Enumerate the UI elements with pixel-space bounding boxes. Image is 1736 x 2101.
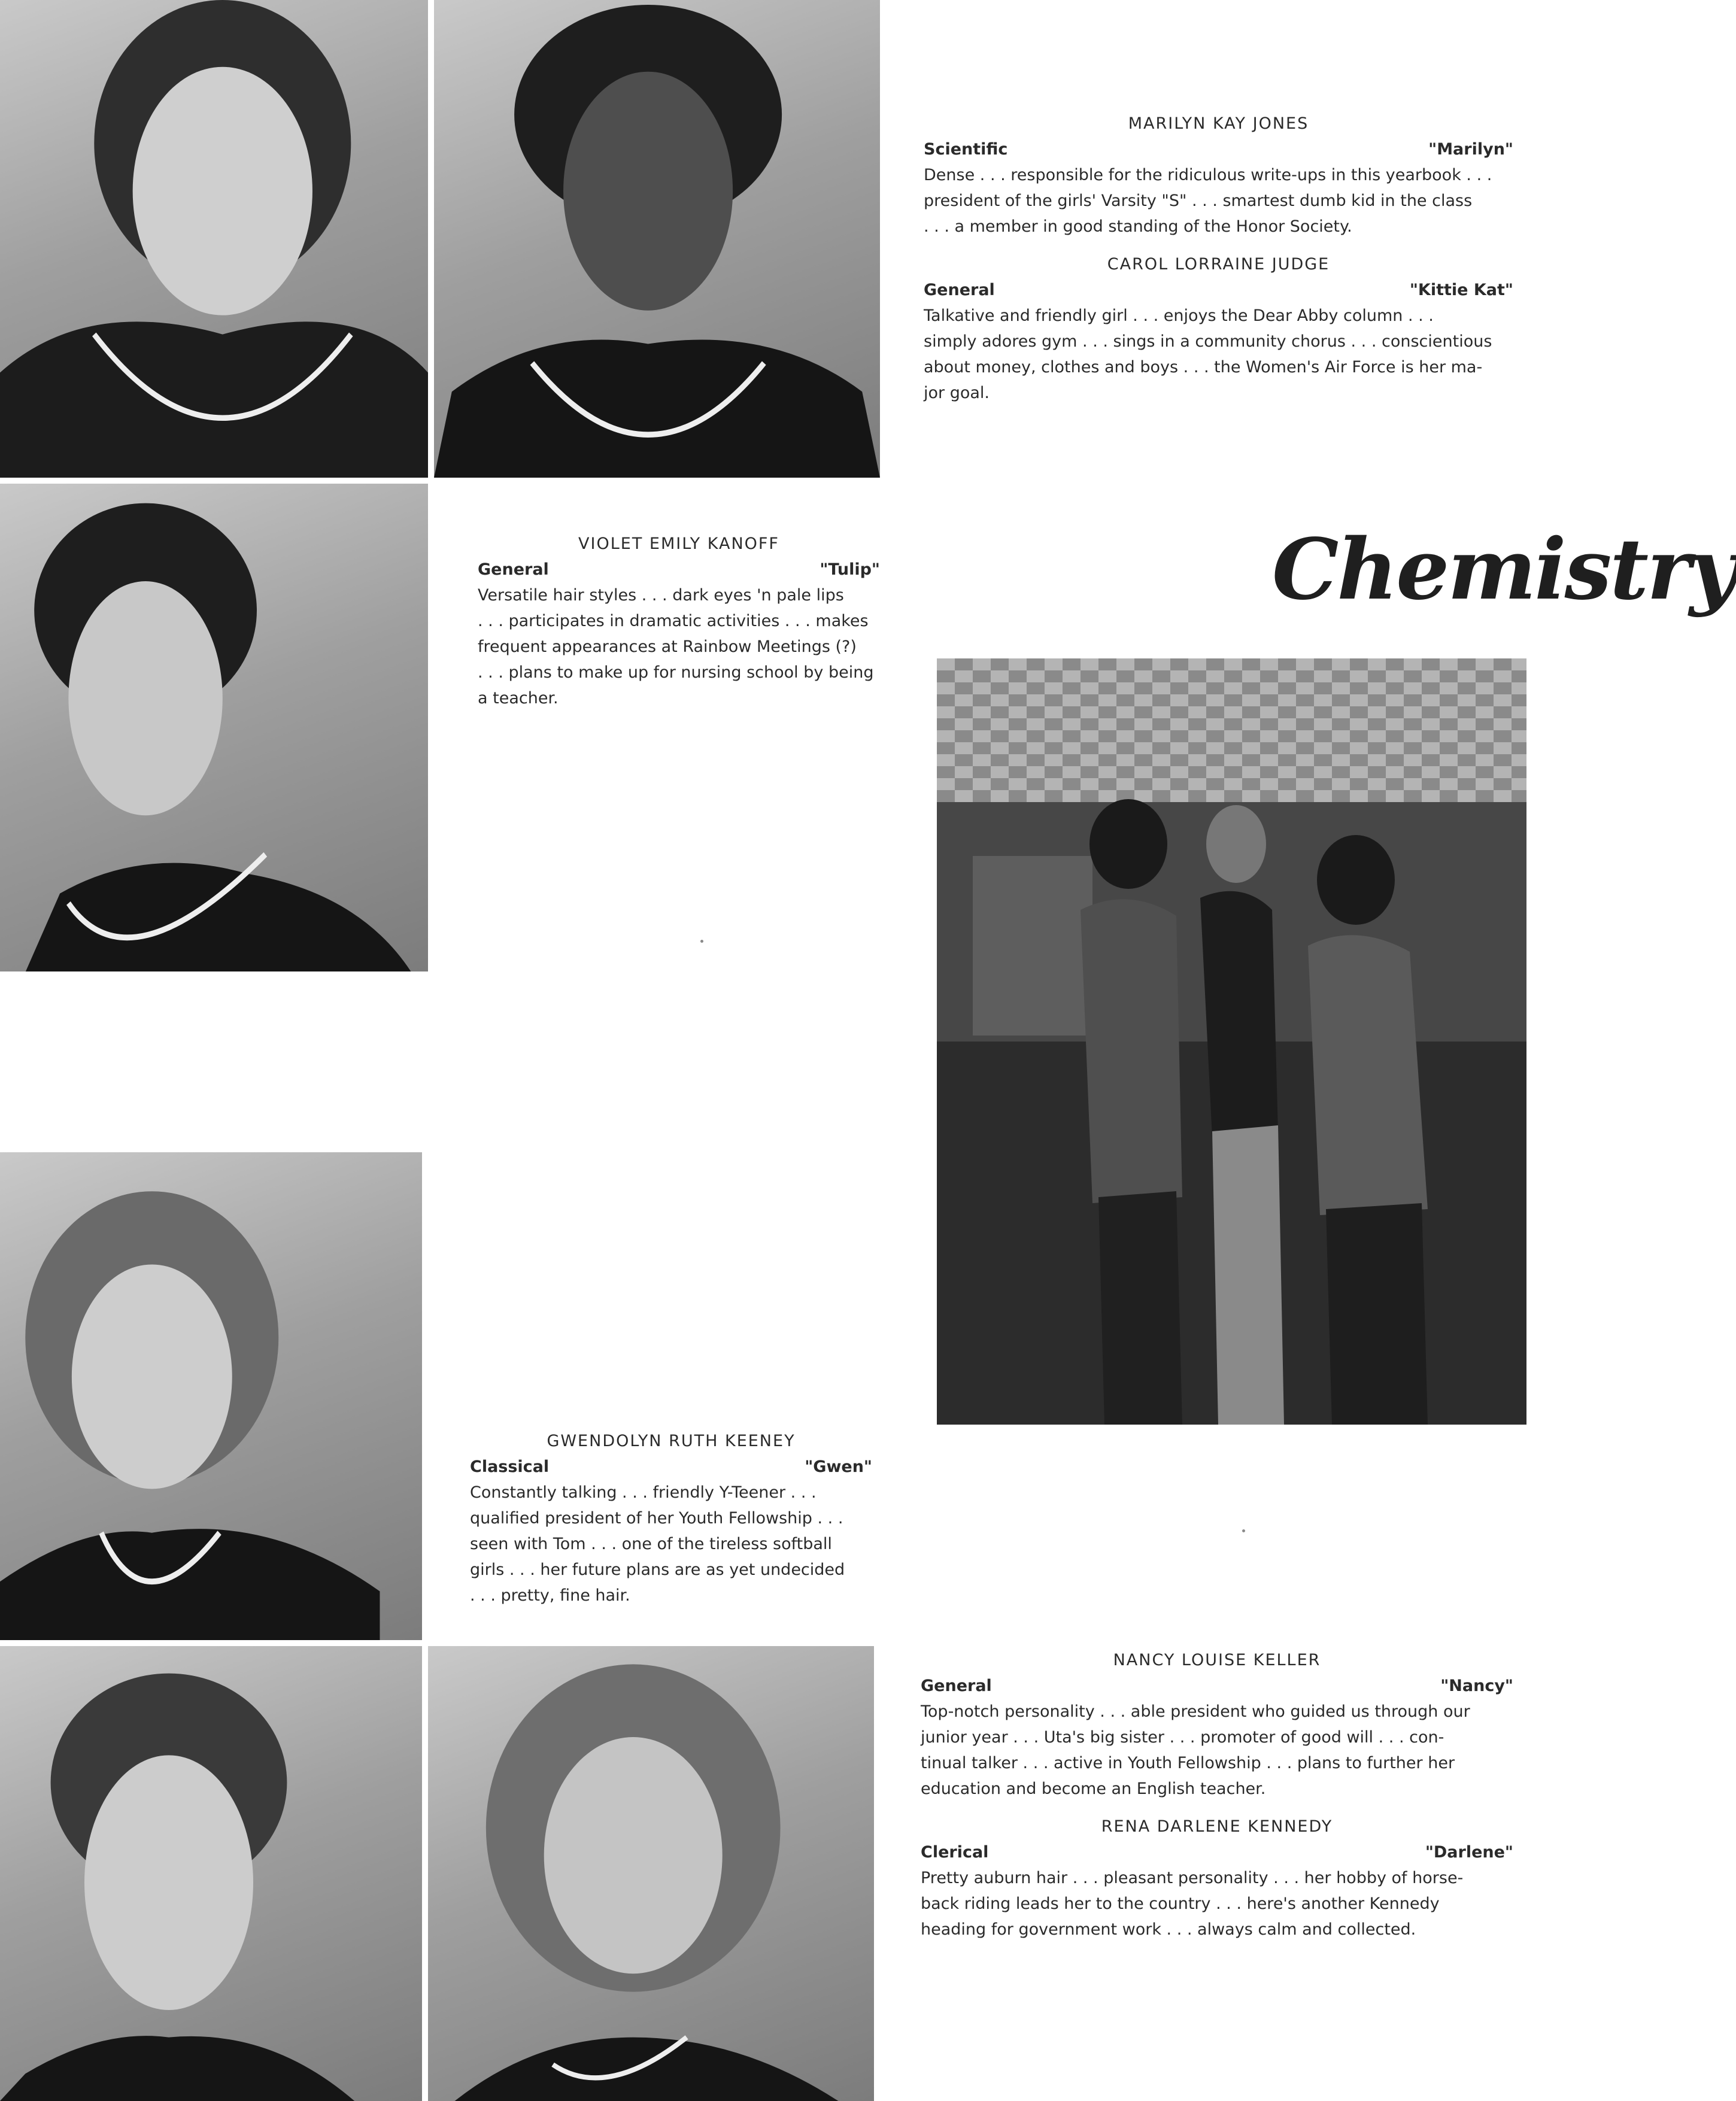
student-name: NANCY LOUISE KELLER bbox=[1113, 1651, 1321, 1669]
bio-text-line: Pretty auburn hair . . . pleasant personality . . . her hobby of horse- bbox=[921, 1869, 1464, 1887]
bio-text-line: back riding leads her to the country . . . here's another Kennedy bbox=[921, 1894, 1440, 1913]
bio-text-line: a teacher. bbox=[478, 689, 559, 708]
nickname: "Darlene" bbox=[1425, 1843, 1513, 1862]
bio-text-line: Top-notch personality . . . able president who guided us through our bbox=[921, 1702, 1470, 1721]
nickname: "Tulip" bbox=[820, 560, 880, 579]
bio-text-line: jor goal. bbox=[924, 384, 990, 402]
portrait-photo-keller bbox=[0, 1646, 422, 2101]
bio-text-line: tinual talker . . . active in Youth Fellowship . . . plans to further her bbox=[921, 1754, 1455, 1772]
course-label: Clerical bbox=[921, 1843, 989, 1862]
bio-kanoff bbox=[478, 531, 880, 711]
portrait-photo-kanoff bbox=[0, 484, 428, 971]
portrait-photo-kennedy bbox=[428, 1646, 874, 2101]
student-name: VIOLET EMILY KANOFF bbox=[578, 535, 779, 553]
bio-text-line: qualified president of her Youth Fellowship . . . bbox=[470, 1509, 843, 1528]
student-name: GWENDOLYN RUTH KEENEY bbox=[547, 1432, 796, 1450]
bio-text-line: education and become an English teacher. bbox=[921, 1780, 1266, 1798]
bio-text-line: president of the girls' Varsity "S" . . . smartest dumb kid in the class bbox=[924, 192, 1473, 210]
chemistry-headline: Chemistry bbox=[1272, 521, 1736, 619]
course-label: General bbox=[924, 281, 995, 299]
chemistry-group-photo bbox=[937, 658, 1526, 1425]
bio-text-line: . . . pretty, fine hair. bbox=[470, 1586, 630, 1605]
bio-text-line: . . . plans to make up for nursing school by being bbox=[478, 663, 874, 682]
bio-keller-kennedy bbox=[921, 1647, 1513, 1942]
bio-text-line: Dense . . . responsible for the ridiculous write-ups in this yearbook . . . bbox=[924, 166, 1492, 184]
student-name: RENA DARLENE KENNEDY bbox=[1101, 1817, 1333, 1836]
nickname: "Kittie Kat" bbox=[1409, 281, 1513, 299]
bio-text-line: simply adores gym . . . sings in a community chorus . . . conscientious bbox=[924, 332, 1492, 351]
portrait-photo-jones bbox=[0, 0, 428, 478]
nickname: "Marilyn" bbox=[1428, 140, 1513, 159]
student-name: CAROL LORRAINE JUDGE bbox=[1107, 255, 1330, 274]
bio-text-line: Versatile hair styles . . . dark eyes 'n pale lips bbox=[478, 586, 844, 605]
bio-text-line: Talkative and friendly girl . . . enjoys the Dear Abby column . . . bbox=[924, 306, 1434, 325]
print-speck bbox=[1242, 1529, 1245, 1532]
bio-text-line: frequent appearances at Rainbow Meetings (?) bbox=[478, 637, 857, 656]
bio-text-line: girls . . . her future plans are as yet undecided bbox=[470, 1560, 845, 1579]
bio-jones-judge bbox=[924, 111, 1513, 406]
portrait-photo-judge bbox=[434, 0, 880, 478]
print-speck bbox=[700, 940, 703, 943]
course-label: General bbox=[921, 1677, 992, 1695]
course-label: Classical bbox=[470, 1458, 550, 1476]
bio-text-line: seen with Tom . . . one of the tireless softball bbox=[470, 1535, 832, 1553]
student-name: MARILYN KAY JONES bbox=[1128, 114, 1309, 133]
course-label: Scientific bbox=[924, 140, 1008, 159]
bio-keeney bbox=[470, 1428, 872, 1608]
bio-text-line: Constantly talking . . . friendly Y-Teener . . . bbox=[470, 1483, 817, 1502]
bio-text-line: about money, clothes and boys . . . the Women's Air Force is her ma- bbox=[924, 358, 1483, 377]
course-label: General bbox=[478, 560, 549, 579]
portrait-photo-keeney bbox=[0, 1152, 422, 1640]
bio-text-line: junior year . . . Uta's big sister . . . promoter of good will . . . con- bbox=[921, 1728, 1444, 1747]
bio-text-line: . . . participates in dramatic activities . . . makes bbox=[478, 612, 869, 630]
bio-text-line: . . . a member in good standing of the Honor Society. bbox=[924, 217, 1352, 236]
nickname: "Gwen" bbox=[805, 1458, 872, 1476]
bio-text-line: heading for government work . . . always calm and collected. bbox=[921, 1920, 1416, 1939]
nickname: "Nancy" bbox=[1440, 1677, 1513, 1695]
